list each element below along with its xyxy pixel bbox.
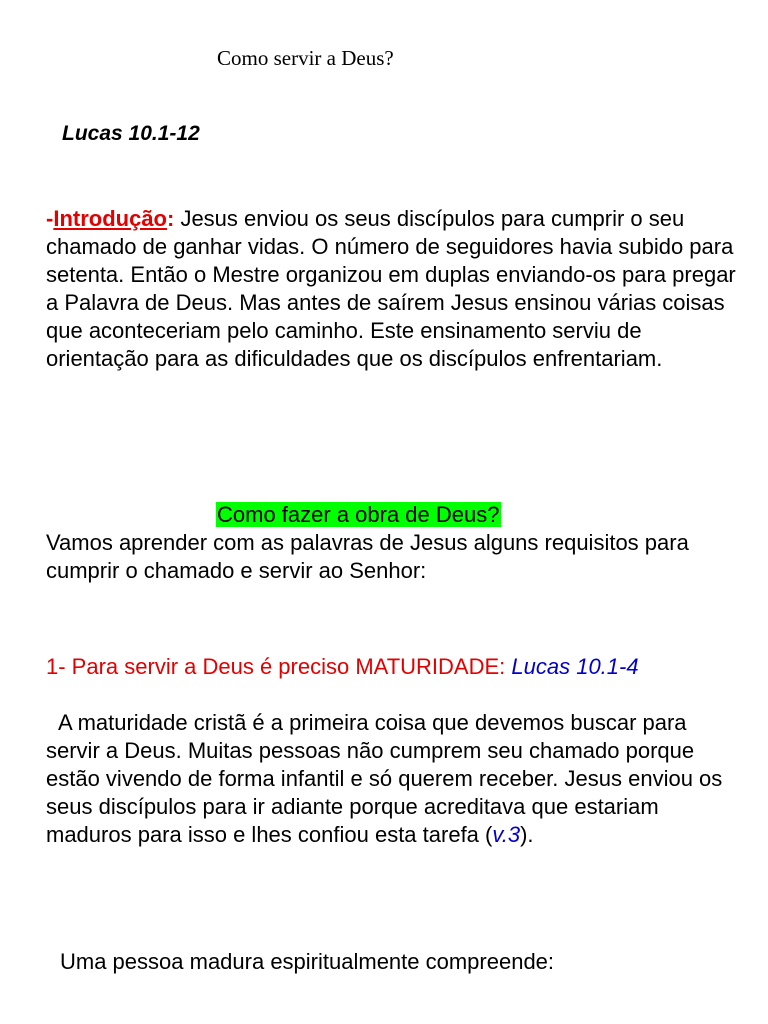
introduction-colon: : [167,206,175,231]
introduction-label [46,206,174,231]
point-one-label: 1- Para servir a Deus é preciso MATURIDADE: [46,654,512,679]
bible-reference-heading: Lucas 10.1-12 [62,122,200,145]
closing-line: Uma pessoa madura espiritualmente compreende: [60,949,555,974]
introduction-dash: - [46,206,54,231]
document-title: Como servir a Deus? [217,46,394,70]
maturity-text-after: ). [520,822,534,847]
introduction-label-text: Introdução [53,206,167,231]
point-one-heading [46,653,736,681]
requirements-paragraph: Vamos aprender com as palavras de Jesus alguns requisitos para cumprir o chamado e servir ao Senhor: [46,530,689,583]
introduction-text: Jesus enviou os seus discípulos para cumprir o seu chamado de ganhar vidas. O número de seguidores havia subido para setenta. Então o Mestre organizou em duplas enviando-os para pregar a Palavra de Deus. Mas antes de saírem Jesus ensinou várias coisas que aconteceriam pelo caminho. Este ensinamento serviu de orientação para as dificuldades que os discípulos enfrentariam. [46,206,736,371]
section-heading-text: Como fazer a obra de Deus? [217,502,500,527]
introduction-paragraph [46,205,736,373]
verse-reference: v.3 [492,822,521,847]
point-one-reference: Lucas 10.1-4 [511,654,639,679]
maturity-paragraph [46,709,736,849]
maturity-text-before: A maturidade cristã é a primeira coisa que devemos buscar para servir a Deus. Muitas pessoas não cumprem seu chamado porque estão vivendo de forma infantil e só querem receber. Jesus enviou os seus discípulos para ir adiante porque acreditava que estariam maduros para isso e lhes confiou esta tarefa ( [46,710,723,847]
section-heading [216,501,501,529]
